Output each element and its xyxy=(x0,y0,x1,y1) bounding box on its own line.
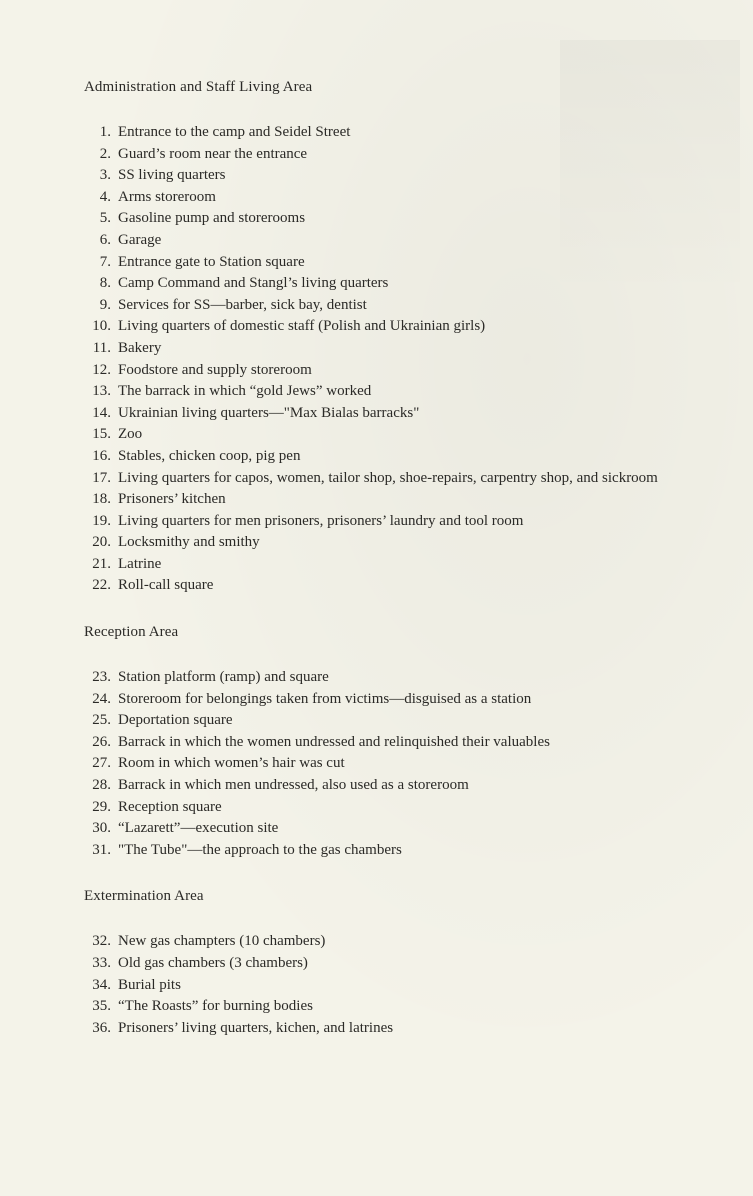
item-text: Bakery xyxy=(118,339,162,356)
section-administration xyxy=(84,76,724,597)
item-number: 32. xyxy=(92,933,111,950)
item-number: 20. xyxy=(92,534,111,551)
list-item xyxy=(84,338,724,360)
item-text: "The Tube"—the approach to the gas chambers xyxy=(118,841,402,858)
item-number: 33. xyxy=(92,955,111,971)
item-text: Prisoners’ kitchen xyxy=(118,491,226,508)
item-text: Zoo xyxy=(118,426,143,443)
list-item xyxy=(84,187,724,209)
item-number: 31. xyxy=(92,841,111,858)
item-text: Foodstore and supply storeroom xyxy=(118,361,312,378)
item-number: 3. xyxy=(99,167,111,184)
item-text: Barrack in which men undressed, also used as a storeroom xyxy=(118,777,469,794)
item-text: Prisoners’ living quarters, kichen, and latrines xyxy=(118,1019,394,1036)
item-text: Services for SS—barber, sick bay, dentist xyxy=(118,296,367,313)
item-number: 22. xyxy=(92,577,111,594)
item-number: 21. xyxy=(92,555,111,572)
list-item xyxy=(84,1018,724,1040)
list-item xyxy=(84,753,724,775)
section-list xyxy=(84,122,724,597)
item-number: 19. xyxy=(92,512,111,529)
item-number: 10. xyxy=(92,318,111,335)
item-text: Gasoline pump and storerooms xyxy=(118,210,306,227)
list-item xyxy=(84,273,724,295)
list-item xyxy=(84,775,724,797)
item-number: 1. xyxy=(99,124,111,140)
list-item xyxy=(84,424,724,446)
item-text: Entrance to the camp and Seidel Street xyxy=(118,124,351,140)
list-item xyxy=(84,403,724,425)
item-number: 24. xyxy=(92,690,111,707)
list-item xyxy=(84,230,724,252)
item-text: New gas champters (10 chambers) xyxy=(118,933,326,950)
section-heading: Extermination Area xyxy=(84,888,204,905)
list-item xyxy=(84,295,724,317)
item-number: 2. xyxy=(99,145,111,162)
item-number: 11. xyxy=(92,339,111,356)
item-text: Latrine xyxy=(118,555,162,572)
list-item xyxy=(84,710,724,732)
item-number: 28. xyxy=(92,777,111,794)
item-text: Barrack in which the women undressed and relinquished their valuables xyxy=(118,733,550,750)
list-item xyxy=(84,667,724,689)
item-number: 29. xyxy=(92,798,111,815)
item-text: Reception square xyxy=(118,798,222,815)
list-item xyxy=(84,532,724,554)
list-item xyxy=(84,931,724,953)
item-number: 6. xyxy=(99,231,111,248)
list-item xyxy=(84,446,724,468)
section-list xyxy=(84,931,724,1039)
item-number: 15. xyxy=(92,426,111,443)
item-number: 25. xyxy=(92,712,111,729)
item-number: 12. xyxy=(92,361,111,378)
list-item xyxy=(84,316,724,338)
list-item xyxy=(84,689,724,711)
item-number: 7. xyxy=(99,253,111,270)
item-text: Old gas chambers (3 chambers) xyxy=(118,955,308,971)
list-item xyxy=(84,122,724,144)
legend-content xyxy=(84,76,724,1039)
item-number: 13. xyxy=(92,383,111,400)
item-number: 16. xyxy=(92,447,111,464)
list-item xyxy=(84,360,724,382)
item-number: 8. xyxy=(99,275,111,292)
section-heading: Administration and Staff Living Area xyxy=(84,79,313,95)
item-text: Locksmithy and smithy xyxy=(118,534,260,551)
item-text: Ukrainian living quarters—"Max Bialas barracks" xyxy=(118,404,420,421)
section-reception xyxy=(84,621,724,861)
item-text: Entrance gate to Station square xyxy=(118,253,305,270)
list-item xyxy=(84,732,724,754)
item-text: Garage xyxy=(118,231,162,248)
item-text: Deportation square xyxy=(118,712,233,729)
section-heading: Reception Area xyxy=(84,624,179,641)
list-item xyxy=(84,468,724,490)
item-text: Burial pits xyxy=(118,976,181,993)
item-number: 34. xyxy=(92,976,111,993)
list-item xyxy=(84,144,724,166)
list-item xyxy=(84,252,724,274)
item-number: 17. xyxy=(92,469,111,486)
item-text: “The Roasts” for burning bodies xyxy=(118,998,313,1015)
item-number: 30. xyxy=(92,820,111,837)
item-number: 5. xyxy=(99,210,111,227)
item-text: Living quarters for men prisoners, prisoners’ laundry and tool room xyxy=(118,512,524,529)
list-item xyxy=(84,165,724,187)
item-number: 4. xyxy=(99,188,111,205)
list-item xyxy=(84,797,724,819)
item-number: 18. xyxy=(92,491,111,508)
list-item xyxy=(84,381,724,403)
list-item xyxy=(84,975,724,997)
item-text: Room in which women’s hair was cut xyxy=(118,755,345,772)
item-number: 27. xyxy=(92,755,111,772)
item-text: Storeroom for belongings taken from victims—disguised as a station xyxy=(118,690,532,707)
list-item xyxy=(84,953,724,975)
section-extermination xyxy=(84,885,724,1039)
list-item xyxy=(84,996,724,1018)
item-text: Station platform (ramp) and square xyxy=(118,669,329,686)
item-text: Guard’s room near the entrance xyxy=(118,145,308,162)
list-item xyxy=(84,818,724,840)
item-text: Living quarters of domestic staff (Polish and Ukrainian girls) xyxy=(118,318,486,335)
item-number: 26. xyxy=(92,733,111,750)
item-text: SS living quarters xyxy=(118,167,226,184)
item-number: 36. xyxy=(92,1019,111,1036)
list-item xyxy=(84,554,724,576)
item-text: The barrack in which “gold Jews” worked xyxy=(118,383,372,400)
item-text: “Lazarett”—execution site xyxy=(118,820,279,837)
item-text: Living quarters for capos, women, tailor shop, shoe-repairs, carpentry shop, and sickroom xyxy=(118,469,658,486)
item-number: 35. xyxy=(92,998,111,1015)
item-text: Stables, chicken coop, pig pen xyxy=(118,447,301,464)
list-item xyxy=(84,489,724,511)
list-item xyxy=(84,208,724,230)
list-item xyxy=(84,840,724,862)
item-text: Roll-call square xyxy=(118,577,214,594)
section-list xyxy=(84,667,724,861)
item-number: 23. xyxy=(92,669,111,686)
item-text: Camp Command and Stangl’s living quarters xyxy=(118,275,389,292)
list-item xyxy=(84,575,724,597)
item-text: Arms storeroom xyxy=(118,188,216,205)
item-number: 14. xyxy=(92,404,111,421)
item-number: 9. xyxy=(99,296,111,313)
list-item xyxy=(84,511,724,533)
